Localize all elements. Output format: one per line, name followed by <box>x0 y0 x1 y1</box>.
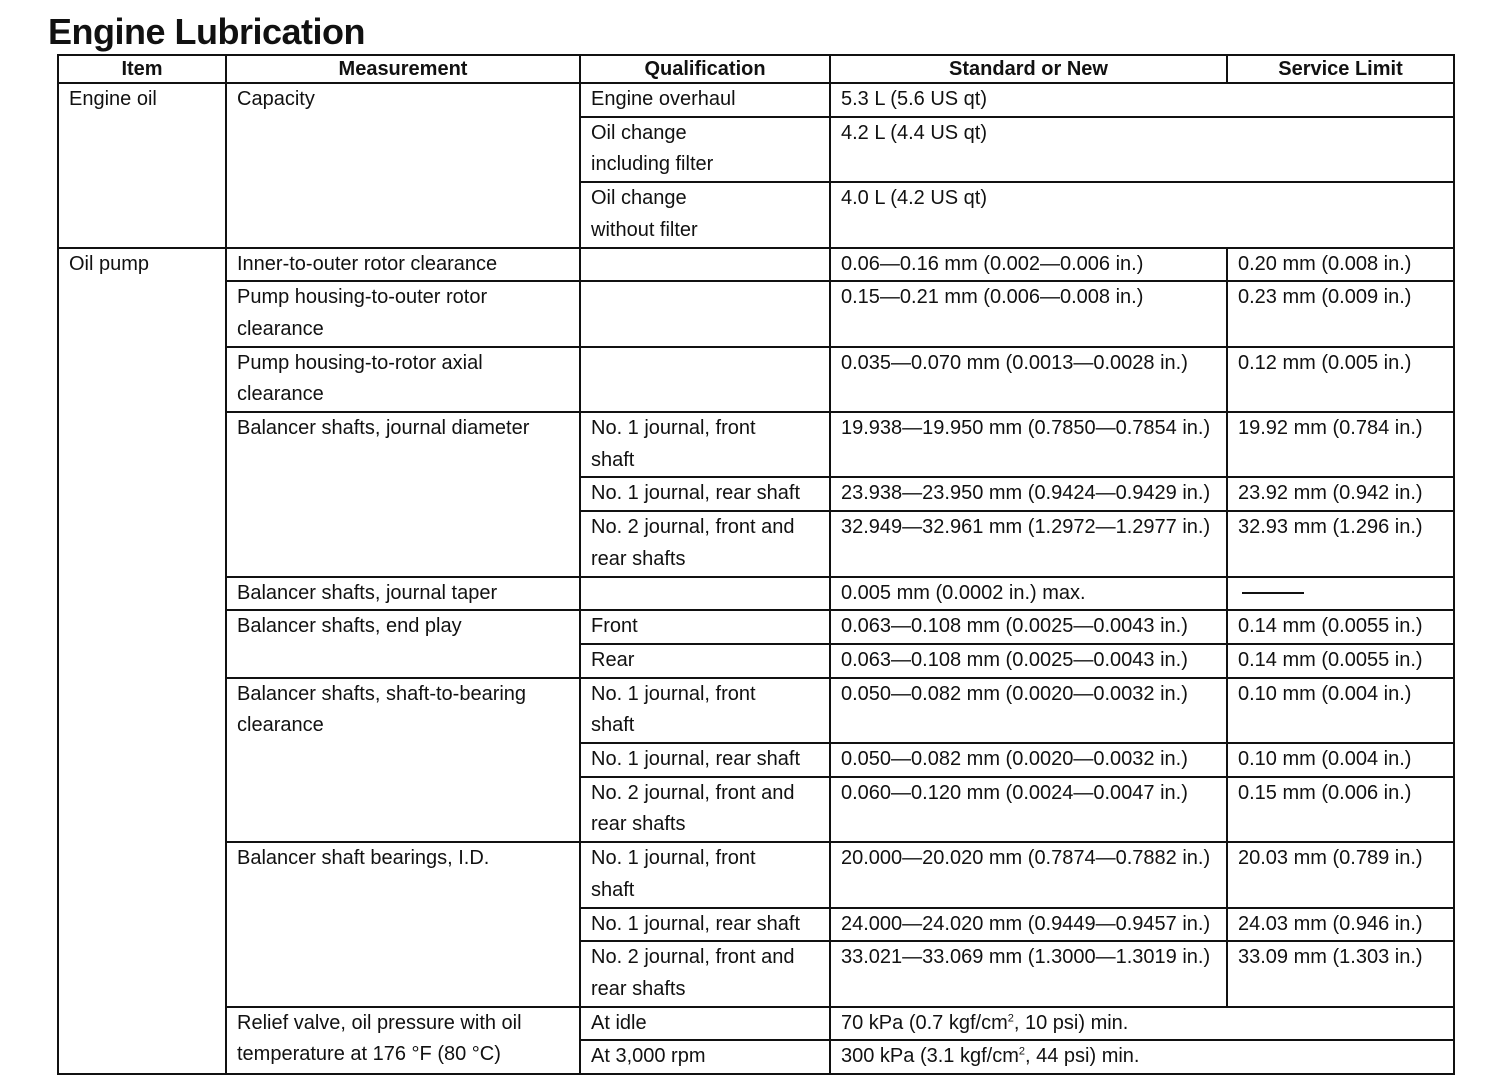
text-line: without filter <box>591 218 698 241</box>
standard-cell: 0.005 mm (0.0002 in.) max. <box>830 577 1227 611</box>
text-line: clearance <box>237 714 324 737</box>
limit-cell: 0.14 mm (0.0055 in.) <box>1227 644 1454 678</box>
superscript: 2 <box>1007 1012 1014 1025</box>
qualification-cell <box>580 511 830 576</box>
text-line: clearance <box>237 383 324 406</box>
qualification-cell <box>580 777 830 842</box>
limit-cell: 0.15 mm (0.006 in.) <box>1227 777 1454 842</box>
qualification-cell <box>580 248 830 282</box>
measurement-cell: Inner-to-outer rotor clearance <box>226 248 580 282</box>
item-cell: Oil pump <box>58 248 226 1075</box>
standard-cell: 5.3 L (5.6 US qt) <box>830 83 1454 117</box>
limit-cell: 0.23 mm (0.009 in.) <box>1227 281 1454 346</box>
value-text: 300 kPa (3.1 kgf/cm <box>841 1045 1019 1068</box>
limit-cell: 0.14 mm (0.0055 in.) <box>1227 610 1454 644</box>
standard-cell: 0.050—0.082 mm (0.0020—0.0032 in.) <box>830 678 1227 743</box>
limit-cell: 33.09 mm (1.303 in.) <box>1227 941 1454 1006</box>
qualification-cell: At idle <box>580 1007 830 1041</box>
qualification-cell: Engine overhaul <box>580 83 830 117</box>
text-line: clearance <box>237 317 324 340</box>
standard-cell: 0.035—0.070 mm (0.0013—0.0028 in.) <box>830 347 1227 412</box>
qualification-cell <box>580 117 830 182</box>
limit-cell <box>1227 577 1454 611</box>
qualification-cell <box>580 577 830 611</box>
table-row <box>58 412 1454 477</box>
header-service-limit: Service Limit <box>1227 55 1454 83</box>
qualification-cell <box>580 941 830 1006</box>
standard-cell: 24.000—24.020 mm (0.9449—0.9457 in.) <box>830 908 1227 942</box>
standard-cell: 33.021—33.069 mm (1.3000—1.3019 in.) <box>830 941 1227 1006</box>
header-row <box>58 55 1454 83</box>
standard-cell: 20.000—20.020 mm (0.7874—0.7882 in.) <box>830 842 1227 907</box>
standard-cell: 0.063—0.108 mm (0.0025—0.0043 in.) <box>830 644 1227 678</box>
table-row <box>58 248 1454 282</box>
text-line: No. 2 journal, front and <box>591 516 795 539</box>
table-row <box>58 83 1454 117</box>
standard-cell: 0.063—0.108 mm (0.0025—0.0043 in.) <box>830 610 1227 644</box>
standard-cell: 0.050—0.082 mm (0.0020—0.0032 in.) <box>830 743 1227 777</box>
item-cell: Engine oil <box>58 83 226 248</box>
standard-cell: 23.938—23.950 mm (0.9424—0.9429 in.) <box>830 477 1227 511</box>
table-row <box>58 281 1454 346</box>
text-line: rear shafts <box>591 977 686 1000</box>
qualification-cell <box>580 842 830 907</box>
standard-cell: 4.0 L (4.2 US qt) <box>830 182 1454 247</box>
text-line: Oil change <box>591 121 687 144</box>
table-row <box>58 577 1454 611</box>
qualification-cell <box>580 412 830 477</box>
measurement-cell <box>226 1007 580 1074</box>
measurement-cell <box>226 281 580 346</box>
standard-cell: 4.2 L (4.4 US qt) <box>830 117 1454 182</box>
measurement-cell: Balancer shafts, journal diameter <box>226 412 580 577</box>
standard-cell <box>830 1040 1454 1074</box>
text-line: No. 1 journal, front <box>591 417 756 440</box>
standard-cell: 0.060—0.120 mm (0.0024—0.0047 in.) <box>830 777 1227 842</box>
qualification-cell: At 3,000 rpm <box>580 1040 830 1074</box>
text-line: rear shafts <box>591 813 686 836</box>
measurement-cell: Capacity <box>226 83 580 248</box>
measurement-cell <box>226 347 580 412</box>
text-line: temperature at 176 °F (80 °C) <box>237 1043 501 1066</box>
header-measurement: Measurement <box>226 55 580 83</box>
qualification-cell <box>580 678 830 743</box>
qualification-cell <box>580 182 830 247</box>
text-line: including filter <box>591 153 714 176</box>
text-line: Oil change <box>591 187 687 210</box>
standard-cell: 0.15—0.21 mm (0.006—0.008 in.) <box>830 281 1227 346</box>
text-line: rear shafts <box>591 547 686 570</box>
page-title: Engine Lubrication <box>48 11 366 52</box>
limit-cell: 19.92 mm (0.784 in.) <box>1227 412 1454 477</box>
value-text: , 10 psi) min. <box>1013 1011 1129 1034</box>
table-row <box>58 610 1454 644</box>
text-line: Relief valve, oil pressure with oil <box>237 1011 522 1034</box>
text-line: No. 2 journal, front and <box>591 946 795 969</box>
qualification-cell: No. 1 journal, rear shaft <box>580 743 830 777</box>
qualification-cell: No. 1 journal, rear shaft <box>580 908 830 942</box>
header-qualification: Qualification <box>580 55 830 83</box>
limit-cell: 23.92 mm (0.942 in.) <box>1227 477 1454 511</box>
spec-table <box>57 54 1455 1075</box>
limit-cell: 0.12 mm (0.005 in.) <box>1227 347 1454 412</box>
measurement-cell: Balancer shafts, journal taper <box>226 577 580 611</box>
measurement-cell: Balancer shafts, end play <box>226 610 580 677</box>
qualification-cell: No. 1 journal, rear shaft <box>580 477 830 511</box>
superscript: 2 <box>1018 1045 1025 1058</box>
measurement-cell <box>226 678 580 843</box>
table-row <box>58 678 1454 743</box>
limit-cell: 0.10 mm (0.004 in.) <box>1227 678 1454 743</box>
standard-cell: 19.938—19.950 mm (0.7850—0.7854 in.) <box>830 412 1227 477</box>
value-text: , 44 psi) min. <box>1025 1045 1140 1068</box>
text-line: No. 2 journal, front and <box>591 781 795 804</box>
measurement-cell: Balancer shaft bearings, I.D. <box>226 842 580 1007</box>
qualification-cell: Front <box>580 610 830 644</box>
text-line: No. 1 journal, front <box>591 682 756 705</box>
limit-cell: 32.93 mm (1.296 in.) <box>1227 511 1454 576</box>
standard-cell: 32.949—32.961 mm (1.2972—1.2977 in.) <box>830 511 1227 576</box>
limit-cell: 0.20 mm (0.008 in.) <box>1227 248 1454 282</box>
limit-cell: 20.03 mm (0.789 in.) <box>1227 842 1454 907</box>
qualification-cell <box>580 281 830 346</box>
dash-mark <box>1242 592 1304 594</box>
table-row <box>58 842 1454 907</box>
text-line: Balancer shafts, shaft-to-bearing <box>237 682 527 705</box>
header-standard: Standard or New <box>830 55 1227 83</box>
text-line: Pump housing-to-outer rotor <box>237 286 488 309</box>
standard-cell: 0.06—0.16 mm (0.002—0.006 in.) <box>830 248 1227 282</box>
text-line: No. 1 journal, front <box>591 847 756 870</box>
text-line: shaft <box>591 878 635 901</box>
text-line: Pump housing-to-rotor axial <box>237 351 483 374</box>
text-line: shaft <box>591 448 635 471</box>
qualification-cell: Rear <box>580 644 830 678</box>
table-row <box>58 347 1454 412</box>
table-row <box>58 1007 1454 1041</box>
qualification-cell <box>580 347 830 412</box>
value-text: 70 kPa (0.7 kgf/cm <box>841 1011 1008 1034</box>
standard-cell <box>830 1007 1454 1041</box>
header-item: Item <box>58 55 226 83</box>
text-line: shaft <box>591 714 635 737</box>
limit-cell: 0.10 mm (0.004 in.) <box>1227 743 1454 777</box>
limit-cell: 24.03 mm (0.946 in.) <box>1227 908 1454 942</box>
